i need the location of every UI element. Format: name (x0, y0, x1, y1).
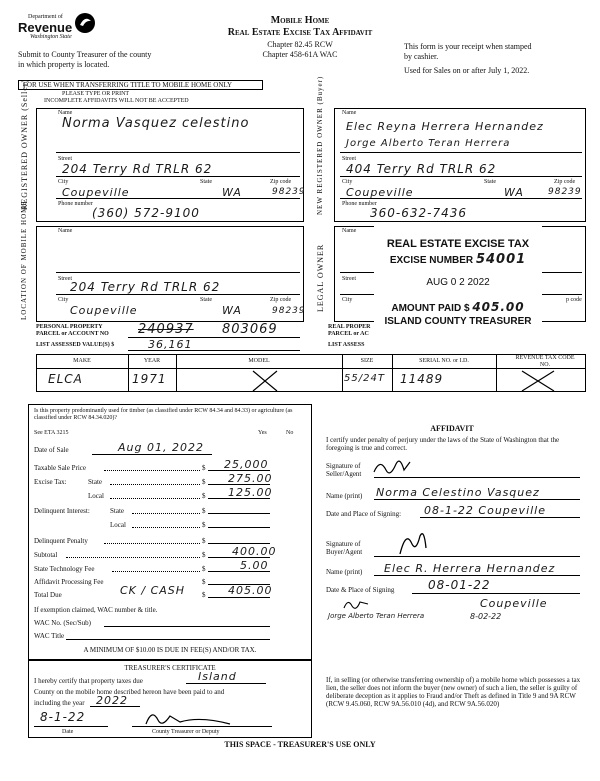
page-title-1: Mobile Home (270, 15, 330, 26)
stamp-amount: 405.00 (472, 300, 525, 314)
taxable-value: 25,000 (224, 458, 269, 471)
assessed-value: 36,161 (148, 338, 193, 351)
total-due-value: 405.00 (228, 584, 273, 597)
tech-dollar: $ (202, 565, 206, 573)
buyer-phone-label: Phone number (342, 201, 377, 207)
seller-name-line (56, 152, 300, 153)
personal-property-label-1: PERSONAL PROPERTY (36, 324, 103, 330)
sales-note: Used for Sales on or after July 1, 2022. (404, 66, 530, 75)
location-street-label: Street (58, 276, 72, 282)
location-side-label: LOCATION OF MOBILE HOME (20, 200, 28, 320)
excise-state-label: State (88, 478, 102, 486)
buyer-date-label: Date & Place of Signing (326, 586, 395, 594)
treasurer-date: 8-1-22 (40, 710, 86, 724)
col-make: MAKE (73, 358, 91, 364)
vehicle-year: 1971 (132, 372, 167, 386)
buyer-name-2: Jorge Alberto Teran Herrera (346, 138, 511, 149)
treasurer-certify-3: including the year (34, 699, 85, 707)
taxable-dollar: $ (202, 464, 206, 472)
buyer-city-label: City (342, 179, 353, 185)
affidavit-title: AFFIDAVIT (430, 424, 474, 433)
legal-city-label: City (342, 297, 353, 303)
buyer-name-1: Elec Reyna Herrera Hernandez (346, 120, 544, 133)
excise-label: Excise Tax: (34, 478, 67, 486)
delinquent-penalty-label: Delinquent Penalty (34, 537, 88, 545)
di-state-dollar: $ (202, 507, 206, 515)
location-street: 204 Terry Rd TRLR 62 (70, 280, 221, 294)
buyer-place: Coupeville (480, 597, 548, 610)
seller-phone-label: Phone number (58, 201, 93, 207)
seller-phone: (360) 572-9100 (92, 206, 200, 220)
treasurer-certify-2: County on the mobile home described hereon have been paid to and (34, 688, 225, 696)
page-title-2: Real Estate Excise Tax Affidavit (227, 27, 373, 38)
treasurer-date-label: Date (62, 729, 74, 735)
excise-state-value: 275.00 (228, 472, 273, 485)
legal-zip-peek: p code (566, 297, 582, 303)
excise-local-value: 125.00 (228, 486, 273, 499)
legal-side-label: LEGAL OWNER (316, 243, 325, 312)
date-place-label: Date and Place of Signing: (326, 510, 402, 518)
buyer-street-label: Street (342, 156, 356, 162)
subtotal-value: 400.00 (232, 545, 277, 558)
sig-seller-label: Signature of Seller/Agent (326, 462, 362, 478)
model-cross-mark (250, 368, 280, 394)
col-revenue-code: REVENUE TAX CODE NO. (515, 355, 575, 368)
affidavit-certify: I certify under penalty of perjury under the laws of the State of Washington that the foregoing is true and correct. (326, 436, 560, 452)
buyer-street: 404 Terry Rd TRLR 62 (346, 162, 497, 176)
stamp-date: AUG 0 2 2022 (426, 277, 490, 288)
buyer-city: Coupeville (346, 186, 414, 199)
wac-no-label: WAC No. (Sec/Sub) (34, 619, 91, 627)
vehicle-size: 55/24T (344, 373, 385, 384)
seller-city: Coupeville (62, 186, 130, 199)
delinquent-local-label: Local (110, 521, 126, 529)
timber-question: Is this property predominantly used for timber (as classified under RCW 84.34 and 84.33) or agriculture (as classified under RCW 84.34.020)? (34, 408, 293, 421)
local-dollar: $ (202, 492, 206, 500)
affidavit-fee-dollar: $ (202, 578, 206, 586)
buyer-date: 08-01-22 (428, 578, 491, 592)
seller-street-label: Street (58, 156, 72, 162)
taxable-label: Taxable Sale Price (34, 464, 86, 472)
total-due-label: Total Due (34, 591, 62, 599)
location-zip: 98239 (272, 306, 306, 316)
date-of-sale: Aug 01, 2022 (118, 441, 204, 454)
revenue-cross-mark (518, 368, 558, 394)
location-city-label: City (58, 297, 69, 303)
buyer-zip-label: Zip code (554, 179, 576, 185)
see-eta: See ETA 3215 (34, 430, 69, 436)
lien-notice: If, in selling (or otherwise transferring ownership of) a mobile home which possesses a tax lien, the seller does not inform the buyer (new owner) of such a lien, the seller is guilty of deliberate deception as it applies to Fraud and/or Theft as defined in Title 9 and 9A RCW (RCW 9.45.060, RCW 9A.56.010 (4d), and RCW 9A.56.020) (326, 676, 581, 708)
parcel-number: 803069 (222, 322, 278, 337)
total-dollar: $ (202, 591, 206, 599)
excise-local-label: Local (88, 492, 104, 500)
tech-fee-value: 5.00 (240, 559, 269, 572)
agency-name: Revenue (18, 20, 73, 35)
yes-label: Yes (258, 430, 267, 436)
buyer-name-print-label: Name (print) (326, 568, 363, 576)
buyer-zip: 98239 (548, 187, 582, 197)
seller-state: WA (222, 186, 242, 199)
delinquent-interest-label: Delinquent Interest: (34, 507, 90, 515)
date-of-sale-label: Date of Sale (34, 446, 69, 454)
submit-text-2: in which property is located. (18, 60, 110, 69)
agency-line2: Washington State (30, 34, 72, 40)
buyer-signature (394, 526, 434, 558)
wac-title-label: WAC Title (34, 632, 65, 640)
stamp-amount-label: AMOUNT PAID $ (391, 303, 470, 314)
vehicle-make: ELCA (48, 372, 83, 386)
no-label: No (286, 430, 294, 436)
seller-zip: 98239 (272, 187, 306, 197)
seller-street: 204 Terry Rd TRLR 62 (62, 162, 213, 176)
subtotal-dollar: $ (202, 551, 206, 559)
buyer-name-label: Name (342, 110, 357, 116)
buyer-side-label: NEW REGISTERED OWNER (Buyer) (316, 75, 324, 215)
transfer-only-text: FOR USE WHEN TRANSFERRING TITLE TO MOBILE HOME ONLY (23, 81, 233, 89)
vehicle-serial: 11489 (400, 372, 444, 386)
treasurer-use-footer: THIS SPACE - TREASURER'S USE ONLY (224, 740, 376, 749)
col-year: YEAR (143, 358, 161, 364)
seller-city-label: City (58, 179, 69, 185)
stamp-excise-number: 54001 (475, 252, 527, 267)
location-state: WA (222, 304, 242, 317)
minimum-note: A MINIMUM OF $10.00 IS DUE IN FEE(S) AND/OR TAX. (83, 646, 257, 654)
treasurer-year: 2022 (96, 694, 128, 707)
seller-name: Norma Vasquez celestino (62, 116, 250, 131)
sig-buyer-label: Signature of Buyer/Agent (326, 540, 363, 556)
type-print: PLEASE TYPE OR PRINT (62, 91, 130, 97)
subtotal-label: Subtotal (34, 551, 58, 559)
col-size: SIZE (360, 358, 374, 364)
treasurer-certify-1: I hereby certify that property taxes due (34, 677, 143, 685)
agency-line1: Department of (28, 14, 63, 20)
seller-zip-label: Zip code (270, 179, 292, 185)
legal-name-label: Name (342, 228, 357, 234)
di-local-dollar: $ (202, 521, 206, 529)
stamp-title: REAL ESTATE EXCISE TAX (386, 238, 530, 250)
payment-method: CK / CASH (120, 584, 186, 597)
treasurer-title: TREASURER'S CERTIFICATE (124, 664, 216, 672)
location-name-label: Name (58, 228, 73, 234)
exemption-label: If exemption claimed, WAC number & title. (34, 606, 158, 614)
dor-logo (18, 14, 94, 46)
delinquent-state-label: State (110, 507, 124, 515)
seller-date-place: 08-1-22 Coupeville (424, 504, 547, 517)
seller-side-label: REGISTERED OWNER (Seller) (20, 78, 29, 210)
submit-text-1: Submit to County Treasurer of the county (18, 50, 152, 59)
receipt-note-1: This form is your receipt when stamped (404, 42, 532, 51)
seller-name-label: Name (58, 110, 73, 116)
name-print-label: Name (print) (326, 492, 363, 500)
real-property-label-1: REAL PROPER (328, 324, 371, 330)
treasurer-sig-label: County Treasurer or Deputy (152, 729, 220, 735)
state-dollar: $ (202, 478, 206, 486)
buyer-state-label: State (484, 179, 496, 185)
legal-street-label: Street (342, 276, 356, 282)
treasurer-county: Island (198, 670, 237, 683)
affidavit-fee-label: Affidavit Processing Fee (34, 578, 104, 586)
stamp-excise-label: EXCISE NUMBER (389, 255, 474, 266)
buyer-print-name: Elec R. Herrera Hernandez (384, 562, 556, 575)
incomplete-note: INCOMPLETE AFFIDAVITS WILL NOT BE ACCEPTED (44, 98, 189, 104)
parcel-struck: 240937 (138, 322, 194, 337)
second-buyer-signature (342, 596, 372, 612)
dor-swirl-icon (74, 12, 96, 34)
list-assessed-label: LIST ASSESSED VALUE(S) $ (36, 342, 115, 348)
personal-property-label-2: PARCEL or ACCOUNT NO (36, 331, 109, 337)
receipt-note-2: by cashier. (404, 52, 439, 61)
excise-tax-stamp (374, 224, 542, 344)
transfer-only-banner (18, 80, 263, 90)
second-buyer-name: Jorge Alberto Teran Herrera (328, 612, 425, 620)
seller-print-name: Norma Celestino Vasquez (376, 486, 540, 499)
stamp-treasurer: ISLAND COUNTY TREASURER (384, 316, 532, 327)
location-zip-label: Zip code (270, 297, 292, 303)
col-serial: SERIAL NO. or I.D. (419, 358, 469, 364)
tech-fee-label: State Technology Fee (34, 565, 95, 573)
location-city: Coupeville (70, 304, 138, 317)
chapter-1: Chapter 82.45 RCW (267, 40, 333, 49)
location-state-label: State (200, 297, 212, 303)
col-model: MODEL (248, 358, 270, 364)
second-buyer-date: 8-02-22 (470, 612, 502, 621)
chapter-2: Chapter 458-61A WAC (262, 50, 338, 59)
list-assessed-label-2: LIST ASSESS (328, 342, 365, 348)
buyer-phone: 360-632-7436 (370, 206, 468, 220)
seller-state-label: State (200, 179, 212, 185)
penalty-dollar: $ (202, 537, 206, 545)
real-property-label-2: PARCEL or AC (328, 331, 369, 337)
buyer-state: WA (504, 186, 524, 199)
